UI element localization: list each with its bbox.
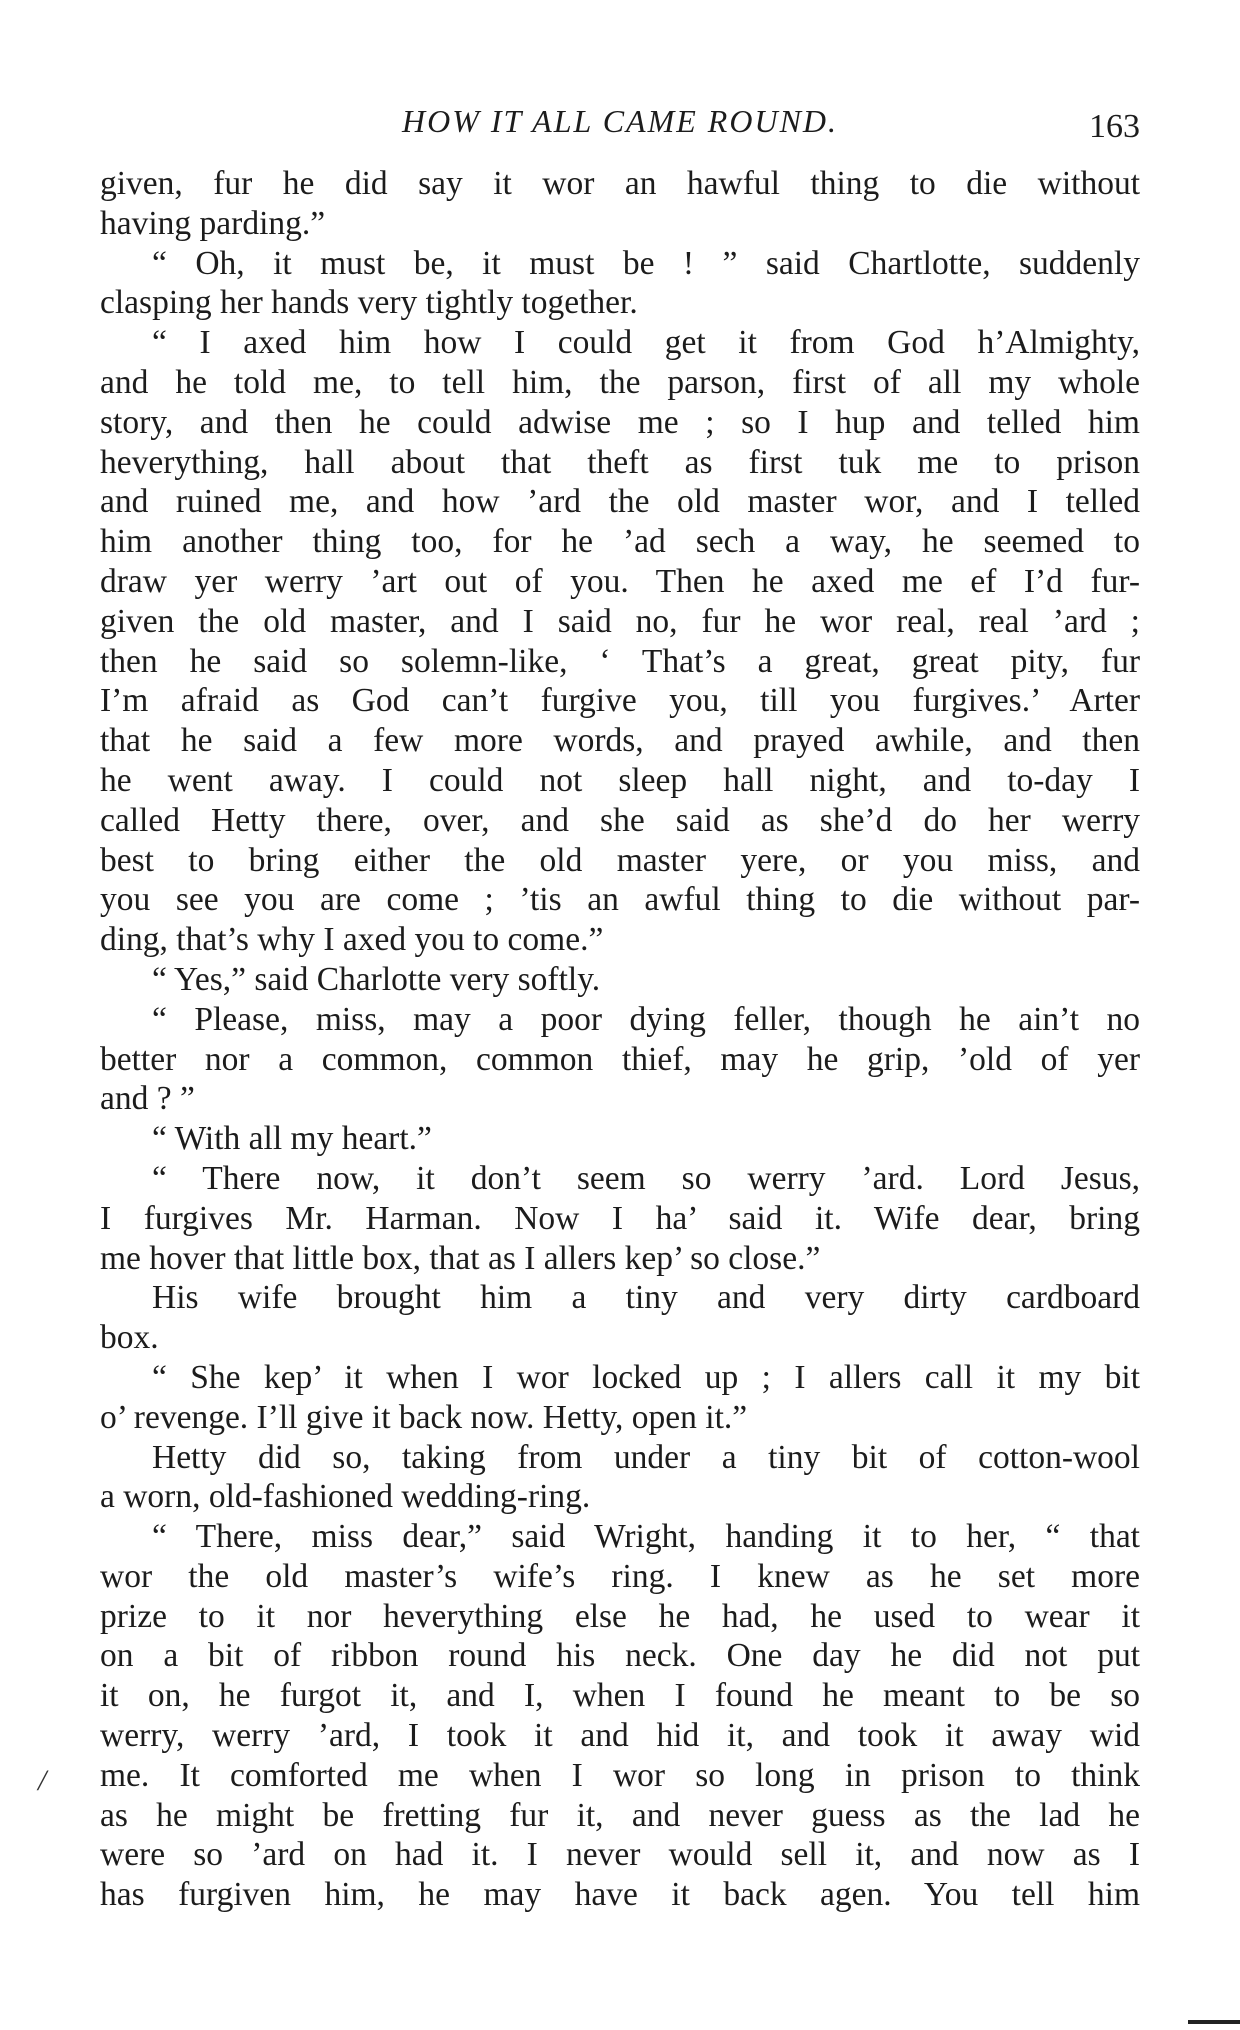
- text-line: I’m afraid as God can’t furgive you, till you furgives.’ Arter: [100, 682, 1140, 720]
- text-line: “ Oh, it must be, it must be ! ” said Chartlotte, suddenly: [152, 244, 1140, 282]
- text-line: I furgives Mr. Harman. Now I ha’ said it. Wife dear, bring: [100, 1199, 1140, 1237]
- text-line: were so ’ard on had it. I never would sell it, and now as I: [100, 1836, 1140, 1874]
- text-line: “ She kep’ it when I wor locked up ; I allers call it my bit: [152, 1358, 1140, 1396]
- text-line: Hetty did so, taking from under a tiny bit of cotton-wool: [152, 1438, 1140, 1476]
- text-line: “ I axed him how I could get it from God h’Almighty,: [152, 324, 1140, 362]
- text-line: prize to it nor heverything else he had, he used to wear it: [100, 1597, 1140, 1635]
- text-line: you see you are come ; ’tis an awful thing to die without par-: [100, 881, 1140, 919]
- text-line: wor the old master’s wife’s ring. I knew as he set more: [100, 1557, 1140, 1595]
- text-line: story, and then he could adwise me ; so I hup and telled him: [100, 403, 1140, 441]
- text-line: ding, that’s why I axed you to come.”: [100, 921, 604, 959]
- text-line: best to bring either the old master yere, or you miss, and: [100, 841, 1140, 879]
- text-line: he went away. I could not sleep hall night, and to-day I: [100, 761, 1140, 799]
- text-line: better nor a common, common thief, may he grip, ’old of yer: [100, 1040, 1140, 1078]
- text-line: clasping her hands very tightly together.: [100, 284, 638, 322]
- text-line: having parding.”: [100, 204, 326, 242]
- text-line: a worn, old-fashioned wedding-ring.: [100, 1478, 591, 1516]
- text-line: “ With all my heart.”: [152, 1120, 432, 1158]
- text-line: and ruined me, and how ’ard the old master wor, and I telled: [100, 483, 1140, 521]
- text-line: that he said a few more words, and prayed awhile, and then: [100, 722, 1140, 760]
- body-text: [100, 164, 1140, 1915]
- running-title: HOW IT ALL CAME ROUND.: [401, 103, 839, 139]
- text-line: draw yer werry ’art out of you. Then he axed me ef I’d fur-: [100, 562, 1140, 600]
- text-line: box.: [100, 1319, 159, 1357]
- text-line: it on, he furgot it, and I, when I found he meant to be so: [100, 1677, 1140, 1715]
- text-line: has furgiven him, he may have it back agen. You tell him: [100, 1876, 1140, 1914]
- text-line: “ There, miss dear,” said Wright, handing it to her, “ that: [152, 1518, 1140, 1556]
- text-line: and he told me, to tell him, the parson, first of all my whole: [100, 363, 1140, 401]
- text-line: His wife brought him a tiny and very dirty cardboard: [152, 1279, 1140, 1317]
- text-line: called Hetty there, over, and she said as she’d do her werry: [100, 801, 1140, 839]
- text-line: me hover that little box, that as I allers kep’ so close.”: [100, 1239, 821, 1277]
- text-line: werry, werry ’ard, I took it and hid it, and took it away wid: [100, 1717, 1140, 1755]
- text-line: “ Please, miss, may a poor dying feller, though he ain’t no: [152, 1000, 1140, 1038]
- text-line: “ There now, it don’t seem so werry ’ard. Lord Jesus,: [152, 1159, 1140, 1197]
- page-number: 163: [1089, 108, 1140, 145]
- text-line: on a bit of ribbon round his neck. One day he did not put: [100, 1637, 1140, 1675]
- margin-pencil-mark: /: [38, 1764, 47, 1797]
- text-line: and ? ”: [100, 1080, 195, 1118]
- text-line: “ Yes,” said Charlotte very softly.: [152, 960, 601, 998]
- text-line: heverything, hall about that theft as first tuk me to prison: [100, 443, 1140, 481]
- text-line: o’ revenge. I’ll give it back now. Hetty, open it.”: [100, 1398, 748, 1436]
- text-line: him another thing too, for he ’ad sech a way, he seemed to: [100, 523, 1140, 561]
- text-line: me. It comforted me when I wor so long in prison to think: [100, 1756, 1140, 1794]
- running-head: [100, 96, 1140, 146]
- text-line: as he might be fretting fur it, and never guess as the lad he: [100, 1796, 1140, 1834]
- text-line: given, fur he did say it wor an hawful thing to die without: [100, 165, 1140, 202]
- text-line: then he said so solemn-like, ‘ That’s a great, great pity, fur: [100, 642, 1140, 680]
- text-line: given the old master, and I said no, fur he wor real, real ’ard ;: [100, 602, 1140, 640]
- corner-edge-mark: [1188, 2020, 1240, 2024]
